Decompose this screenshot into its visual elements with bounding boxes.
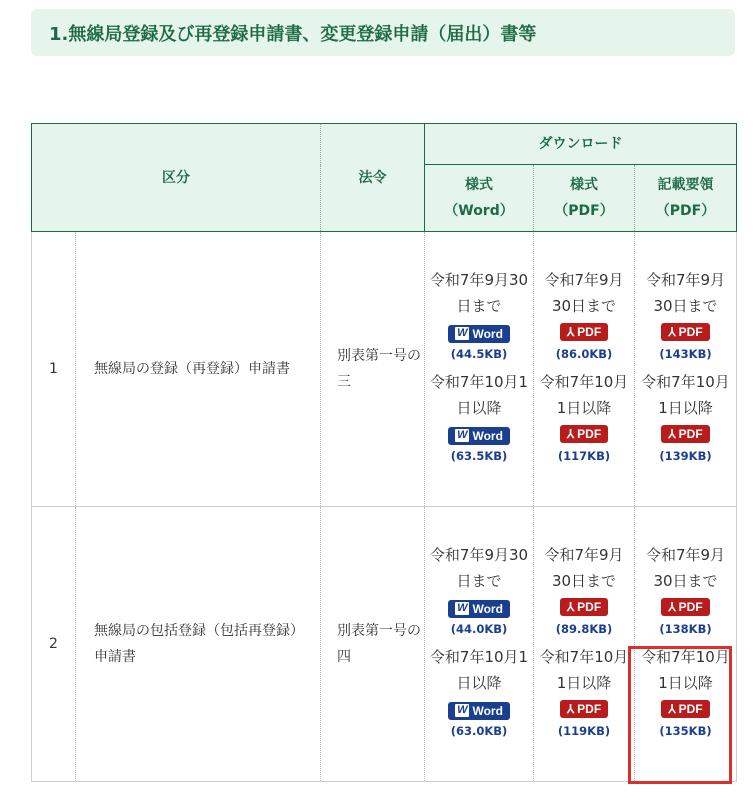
- file-size: (135KB): [659, 724, 712, 738]
- pdf-icon: ⅄: [566, 702, 575, 716]
- header-pdf-form: [534, 165, 635, 232]
- header-guide-line1: 記載要領: [657, 177, 714, 193]
- download-label: PDF: [577, 702, 602, 716]
- word-download-cell: [425, 507, 534, 782]
- download-label: Word: [472, 326, 503, 341]
- forms-table-wrapper: [31, 123, 737, 782]
- guide-download-cell: [635, 232, 737, 507]
- table-row: [32, 232, 737, 507]
- download-label: PDF: [678, 600, 703, 614]
- download-label: Word: [472, 428, 503, 443]
- period-label: 令和7年9月30日まで: [544, 546, 624, 590]
- period-label: 令和7年9月30日まで: [645, 271, 726, 315]
- download-label: PDF: [577, 600, 602, 614]
- header-word-form-line2: （Word）: [444, 203, 514, 219]
- law-reference: 別表第一号の三: [321, 232, 425, 507]
- section-title: 1.無線局登録及び再登録申請書、変更登録申請（届出）書等: [31, 9, 735, 56]
- pdf-icon: ⅄: [668, 702, 676, 716]
- period-label: 令和7年10月1日以降: [539, 373, 629, 417]
- word-download-button[interactable]: [448, 325, 510, 343]
- form-name: 無線局の包括登録（包括再登録）申請書: [76, 507, 321, 782]
- file-size: (117KB): [557, 449, 611, 463]
- pdf-icon: ⅄: [566, 427, 575, 441]
- download-label: PDF: [678, 702, 703, 716]
- pdf-download-button[interactable]: [560, 425, 608, 443]
- word-icon: W: [457, 704, 468, 716]
- word-download-button[interactable]: [448, 702, 510, 720]
- file-size: (44.0KB): [450, 622, 508, 636]
- file-size: (44.5KB): [450, 347, 508, 361]
- word-download-cell: [425, 232, 534, 507]
- file-size: (63.5KB): [450, 449, 508, 463]
- row-number: 2: [32, 507, 76, 782]
- download-label: PDF: [577, 427, 602, 441]
- file-size: (139KB): [659, 449, 712, 463]
- period-label: 令和7年9月30日まで: [544, 271, 624, 315]
- word-icon: W: [457, 602, 468, 614]
- file-size: (89.8KB): [555, 622, 613, 636]
- pdf-download-cell: [534, 507, 635, 782]
- pdf-icon: ⅄: [566, 600, 575, 614]
- pdf-icon: ⅄: [668, 325, 676, 339]
- pdf-icon: ⅄: [668, 427, 676, 441]
- table-row: [32, 507, 737, 782]
- pdf-download-button[interactable]: [661, 323, 709, 341]
- forms-table: [31, 123, 737, 782]
- form-name: 無線局の登録（再登録）申請書: [76, 232, 321, 507]
- word-download-button[interactable]: [448, 600, 510, 618]
- header-pdf-form-line2: （PDF）: [554, 203, 614, 219]
- header-category: 区分: [32, 124, 321, 232]
- download-label: PDF: [577, 325, 602, 339]
- header-download: ダウンロード: [425, 124, 737, 165]
- pdf-icon: ⅄: [668, 600, 676, 614]
- header-guide: [635, 165, 737, 232]
- pdf-download-cell: [534, 232, 635, 507]
- period-label: 令和7年10月1日以降: [641, 373, 730, 417]
- file-size: (86.0KB): [555, 347, 613, 361]
- file-size: (119KB): [557, 724, 611, 738]
- download-label: Word: [472, 601, 503, 616]
- download-label: PDF: [678, 325, 703, 339]
- pdf-download-button[interactable]: [560, 323, 608, 341]
- pdf-download-button[interactable]: [560, 598, 608, 616]
- file-size: (138KB): [659, 622, 712, 636]
- download-label: PDF: [678, 427, 703, 441]
- word-icon: W: [457, 429, 468, 441]
- period-label: 令和7年10月1日以降: [539, 648, 629, 692]
- forms-table-body: [32, 232, 737, 782]
- law-reference: 別表第一号の四: [321, 507, 425, 782]
- word-download-button[interactable]: [448, 427, 510, 445]
- period-label: 令和7年9月30日まで: [645, 546, 726, 590]
- header-law: 法令: [321, 124, 425, 232]
- word-icon: W: [457, 327, 468, 339]
- pdf-download-button[interactable]: [661, 598, 709, 616]
- period-label: 令和7年9月30日まで: [429, 546, 529, 590]
- period-label: 令和7年10月1日以降: [429, 373, 529, 417]
- file-size: (143KB): [659, 347, 712, 361]
- period-label: 令和7年9月30日まで: [429, 271, 529, 315]
- header-word-form: [425, 165, 534, 232]
- download-label: Word: [472, 703, 503, 718]
- header-word-form-line1: 様式: [465, 177, 493, 193]
- pdf-icon: ⅄: [566, 325, 575, 339]
- file-size: (63.0KB): [450, 724, 508, 738]
- header-pdf-form-line1: 様式: [570, 177, 598, 193]
- guide-download-cell: [635, 507, 737, 782]
- period-label: 令和7年10月1日以降: [641, 648, 730, 692]
- header-guide-line2: （PDF）: [655, 203, 716, 219]
- pdf-download-button[interactable]: [661, 425, 709, 443]
- pdf-download-button[interactable]: [661, 700, 709, 718]
- pdf-download-button[interactable]: [560, 700, 608, 718]
- period-label: 令和7年10月1日以降: [429, 648, 529, 692]
- row-number: 1: [32, 232, 76, 507]
